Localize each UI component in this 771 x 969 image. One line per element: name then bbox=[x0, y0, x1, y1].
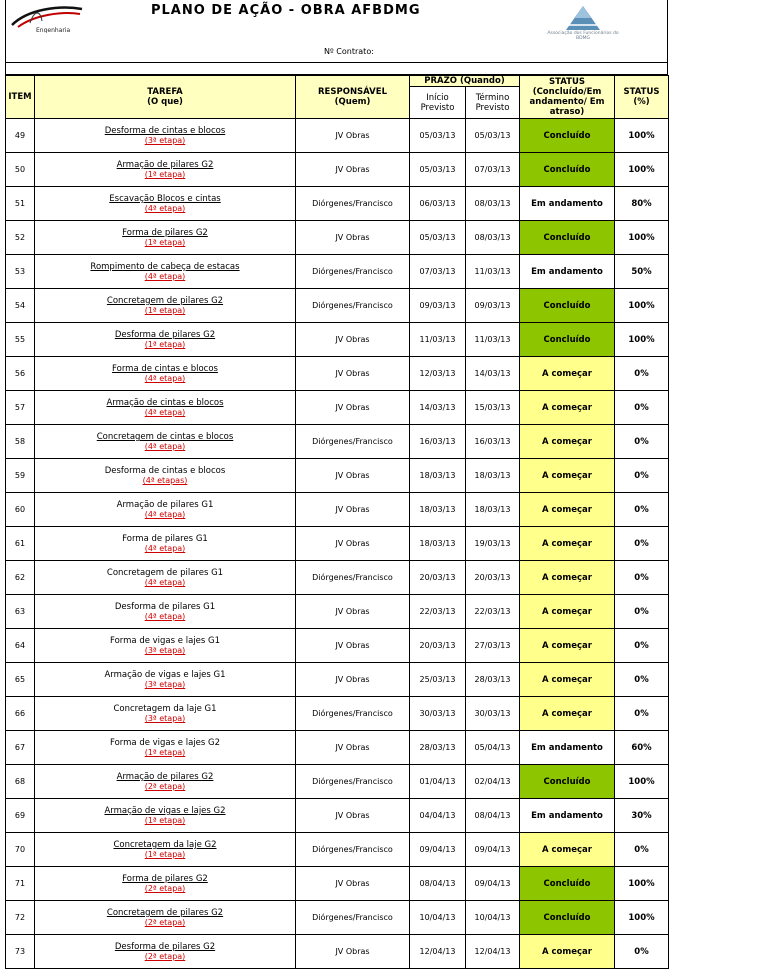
task-stage: (3ª etapa) bbox=[144, 646, 186, 655]
end-date: 05/03/13 bbox=[466, 119, 520, 153]
table-row bbox=[6, 323, 669, 357]
item-number: 54 bbox=[6, 289, 35, 323]
status-badge: Em andamento bbox=[520, 799, 615, 833]
responsible: Diórgenes/Francisco bbox=[296, 697, 410, 731]
responsible: Diórgenes/Francisco bbox=[296, 901, 410, 935]
responsible: JV Obras bbox=[296, 527, 410, 561]
table-row bbox=[6, 493, 669, 527]
status-badge: Em andamento bbox=[520, 255, 615, 289]
table-row bbox=[6, 663, 669, 697]
company-logo-icon bbox=[10, 3, 84, 33]
end-date: 20/03/13 bbox=[466, 561, 520, 595]
start-date: 12/04/13 bbox=[410, 935, 466, 969]
task-stage: (4ª etapa) bbox=[144, 374, 186, 383]
item-number: 65 bbox=[6, 663, 35, 697]
end-date: 28/03/13 bbox=[466, 663, 520, 697]
task-name: Armação de vigas e lajes G2 bbox=[104, 806, 226, 816]
task-cell bbox=[35, 391, 296, 425]
status-percent: 100% bbox=[615, 221, 669, 255]
status-badge: A começar bbox=[520, 357, 615, 391]
start-date: 20/03/13 bbox=[410, 629, 466, 663]
status-badge: A começar bbox=[520, 425, 615, 459]
responsible: Diórgenes/Francisco bbox=[296, 561, 410, 595]
status-badge: A começar bbox=[520, 459, 615, 493]
status-percent: 0% bbox=[615, 833, 669, 867]
item-number: 71 bbox=[6, 867, 35, 901]
task-cell bbox=[35, 765, 296, 799]
task-name: Forma de cintas e blocos bbox=[112, 364, 218, 374]
action-plan-sheet bbox=[5, 0, 668, 969]
header-spacer bbox=[5, 63, 668, 75]
task-cell bbox=[35, 289, 296, 323]
item-number: 57 bbox=[6, 391, 35, 425]
col-end: Término Previsto bbox=[466, 87, 520, 119]
responsible: JV Obras bbox=[296, 357, 410, 391]
status-badge: A começar bbox=[520, 697, 615, 731]
task-cell bbox=[35, 119, 296, 153]
item-number: 67 bbox=[6, 731, 35, 765]
table-row bbox=[6, 799, 669, 833]
table-row bbox=[6, 867, 669, 901]
task-cell bbox=[35, 493, 296, 527]
responsible: Diórgenes/Francisco bbox=[296, 765, 410, 799]
responsible: JV Obras bbox=[296, 119, 410, 153]
table-row bbox=[6, 901, 669, 935]
task-cell bbox=[35, 323, 296, 357]
sheet-header bbox=[5, 0, 668, 63]
task-stage: (1ª etapa) bbox=[144, 748, 186, 757]
end-date: 08/03/13 bbox=[466, 187, 520, 221]
status-badge: A começar bbox=[520, 935, 615, 969]
task-stage: (4ª etapas) bbox=[142, 476, 188, 485]
task-name: Forma de vigas e lajes G2 bbox=[110, 738, 220, 748]
page-title: PLANO DE AÇÃO - OBRA AFBDMG bbox=[151, 3, 421, 18]
table-row bbox=[6, 731, 669, 765]
end-date: 11/03/13 bbox=[466, 323, 520, 357]
task-cell bbox=[35, 901, 296, 935]
end-date: 08/04/13 bbox=[466, 799, 520, 833]
task-name: Desforma de pilares G2 bbox=[114, 942, 216, 952]
task-cell bbox=[35, 255, 296, 289]
status-percent: 100% bbox=[615, 901, 669, 935]
task-stage: (2ª etapa) bbox=[144, 884, 186, 893]
status-badge: A começar bbox=[520, 629, 615, 663]
association-logo-icon bbox=[565, 5, 601, 31]
task-stage: (3ª etapa) bbox=[144, 136, 186, 145]
table-row bbox=[6, 289, 669, 323]
status-percent: 0% bbox=[615, 663, 669, 697]
status-percent: 100% bbox=[615, 867, 669, 901]
status-percent: 0% bbox=[615, 459, 669, 493]
start-date: 12/03/13 bbox=[410, 357, 466, 391]
action-plan-table bbox=[5, 75, 669, 969]
status-percent: 100% bbox=[615, 289, 669, 323]
status-badge: A começar bbox=[520, 833, 615, 867]
status-badge: Concluído bbox=[520, 867, 615, 901]
col-status: STATUS (Concluído/Em andamento/ Em atraso) bbox=[520, 76, 615, 119]
start-date: 05/03/13 bbox=[410, 221, 466, 255]
table-row bbox=[6, 833, 669, 867]
task-cell bbox=[35, 153, 296, 187]
start-date: 09/04/13 bbox=[410, 833, 466, 867]
contract-label: Nº Contrato: bbox=[324, 47, 374, 56]
responsible: JV Obras bbox=[296, 391, 410, 425]
task-stage: (4ª etapa) bbox=[144, 204, 186, 213]
start-date: 08/04/13 bbox=[410, 867, 466, 901]
responsible: Diórgenes/Francisco bbox=[296, 255, 410, 289]
task-stage: (4ª etapa) bbox=[144, 612, 186, 621]
start-date: 04/04/13 bbox=[410, 799, 466, 833]
status-badge: Concluído bbox=[520, 901, 615, 935]
task-name: Concretagem de pilares G1 bbox=[106, 568, 224, 578]
end-date: 09/04/13 bbox=[466, 867, 520, 901]
status-badge: A começar bbox=[520, 391, 615, 425]
table-row bbox=[6, 391, 669, 425]
status-percent: 100% bbox=[615, 153, 669, 187]
status-badge: Concluído bbox=[520, 119, 615, 153]
status-percent: 0% bbox=[615, 697, 669, 731]
item-number: 62 bbox=[6, 561, 35, 595]
item-number: 70 bbox=[6, 833, 35, 867]
task-cell bbox=[35, 867, 296, 901]
task-cell bbox=[35, 833, 296, 867]
company-logo-text: Engenharia bbox=[36, 27, 71, 33]
task-name: Concretagem de pilares G2 bbox=[106, 908, 224, 918]
task-stage: (1ª etapa) bbox=[144, 340, 186, 349]
start-date: 18/03/13 bbox=[410, 459, 466, 493]
task-cell bbox=[35, 595, 296, 629]
status-badge: A começar bbox=[520, 493, 615, 527]
start-date: 07/03/13 bbox=[410, 255, 466, 289]
status-badge: Concluído bbox=[520, 289, 615, 323]
col-status-pct: STATUS (%) bbox=[615, 76, 669, 119]
item-number: 59 bbox=[6, 459, 35, 493]
item-number: 66 bbox=[6, 697, 35, 731]
task-name: Desforma de cintas e blocos bbox=[104, 126, 226, 136]
item-number: 61 bbox=[6, 527, 35, 561]
start-date: 20/03/13 bbox=[410, 561, 466, 595]
status-badge: A começar bbox=[520, 663, 615, 697]
responsible: JV Obras bbox=[296, 935, 410, 969]
start-date: 30/03/13 bbox=[410, 697, 466, 731]
status-badge: Em andamento bbox=[520, 187, 615, 221]
task-name: Concretagem da laje G2 bbox=[113, 840, 217, 850]
start-date: 06/03/13 bbox=[410, 187, 466, 221]
association-logo bbox=[541, 5, 625, 47]
responsible: JV Obras bbox=[296, 629, 410, 663]
item-number: 52 bbox=[6, 221, 35, 255]
item-number: 51 bbox=[6, 187, 35, 221]
task-name: Desforma de cintas e blocos bbox=[104, 466, 226, 476]
status-percent: 60% bbox=[615, 731, 669, 765]
end-date: 09/04/13 bbox=[466, 833, 520, 867]
company-logo bbox=[10, 3, 84, 33]
responsible: JV Obras bbox=[296, 595, 410, 629]
table-row bbox=[6, 697, 669, 731]
item-number: 64 bbox=[6, 629, 35, 663]
task-stage: (1ª etapa) bbox=[144, 816, 186, 825]
table-row bbox=[6, 425, 669, 459]
task-cell bbox=[35, 663, 296, 697]
task-stage: (4ª etapa) bbox=[144, 408, 186, 417]
start-date: 25/03/13 bbox=[410, 663, 466, 697]
item-number: 58 bbox=[6, 425, 35, 459]
task-stage: (4ª etapa) bbox=[144, 578, 186, 587]
status-percent: 0% bbox=[615, 629, 669, 663]
status-percent: 0% bbox=[615, 493, 669, 527]
end-date: 09/03/13 bbox=[466, 289, 520, 323]
status-percent: 0% bbox=[615, 935, 669, 969]
task-cell bbox=[35, 935, 296, 969]
responsible: JV Obras bbox=[296, 459, 410, 493]
status-percent: 0% bbox=[615, 595, 669, 629]
table-row bbox=[6, 459, 669, 493]
end-date: 16/03/13 bbox=[466, 425, 520, 459]
task-name: Concretagem de cintas e blocos bbox=[96, 432, 234, 442]
responsible: Diórgenes/Francisco bbox=[296, 833, 410, 867]
item-number: 72 bbox=[6, 901, 35, 935]
task-name: Forma de pilares G2 bbox=[122, 228, 208, 238]
task-cell bbox=[35, 697, 296, 731]
task-name: Rompimento de cabeça de estacas bbox=[90, 262, 240, 272]
start-date: 28/03/13 bbox=[410, 731, 466, 765]
start-date: 09/03/13 bbox=[410, 289, 466, 323]
task-name: Desforma de pilares G2 bbox=[114, 330, 216, 340]
responsible: JV Obras bbox=[296, 153, 410, 187]
table-row bbox=[6, 765, 669, 799]
table-row bbox=[6, 527, 669, 561]
table-row bbox=[6, 561, 669, 595]
col-responsible: RESPONSÁVEL (Quem) bbox=[296, 76, 410, 119]
table-row bbox=[6, 255, 669, 289]
task-name: Armação de cintas e blocos bbox=[106, 398, 224, 408]
status-badge: A começar bbox=[520, 595, 615, 629]
status-percent: 0% bbox=[615, 391, 669, 425]
task-cell bbox=[35, 799, 296, 833]
task-stage: (2ª etapa) bbox=[144, 952, 186, 961]
status-badge: A começar bbox=[520, 561, 615, 595]
responsible: JV Obras bbox=[296, 799, 410, 833]
task-cell bbox=[35, 425, 296, 459]
item-number: 50 bbox=[6, 153, 35, 187]
task-name: Concretagem de pilares G2 bbox=[106, 296, 224, 306]
task-stage: (3ª etapa) bbox=[144, 680, 186, 689]
task-name: Forma de pilares G2 bbox=[122, 874, 208, 884]
start-date: 05/03/13 bbox=[410, 153, 466, 187]
start-date: 05/03/13 bbox=[410, 119, 466, 153]
task-stage: (1ª etapa) bbox=[144, 306, 186, 315]
task-cell bbox=[35, 221, 296, 255]
responsible: JV Obras bbox=[296, 493, 410, 527]
status-percent: 100% bbox=[615, 119, 669, 153]
end-date: 08/03/13 bbox=[466, 221, 520, 255]
responsible: Diórgenes/Francisco bbox=[296, 289, 410, 323]
col-task: TAREFA (O que) bbox=[35, 76, 296, 119]
status-percent: 100% bbox=[615, 765, 669, 799]
task-stage: (3ª etapa) bbox=[144, 714, 186, 723]
table-row bbox=[6, 935, 669, 969]
status-percent: 0% bbox=[615, 425, 669, 459]
task-stage: (4ª etapa) bbox=[144, 544, 186, 553]
item-number: 55 bbox=[6, 323, 35, 357]
responsible: JV Obras bbox=[296, 663, 410, 697]
end-date: 14/03/13 bbox=[466, 357, 520, 391]
item-number: 68 bbox=[6, 765, 35, 799]
end-date: 30/03/13 bbox=[466, 697, 520, 731]
responsible: JV Obras bbox=[296, 867, 410, 901]
responsible: Diórgenes/Francisco bbox=[296, 187, 410, 221]
table-row bbox=[6, 357, 669, 391]
status-percent: 30% bbox=[615, 799, 669, 833]
start-date: 16/03/13 bbox=[410, 425, 466, 459]
start-date: 01/04/13 bbox=[410, 765, 466, 799]
task-stage: (1ª etapa) bbox=[144, 238, 186, 247]
start-date: 14/03/13 bbox=[410, 391, 466, 425]
end-date: 19/03/13 bbox=[466, 527, 520, 561]
col-item: ITEM bbox=[6, 76, 35, 119]
status-badge: Em andamento bbox=[520, 731, 615, 765]
task-name: Escavação Blocos e cintas bbox=[109, 194, 221, 204]
task-name: Forma de pilares G1 bbox=[122, 534, 208, 544]
end-date: 27/03/13 bbox=[466, 629, 520, 663]
task-cell bbox=[35, 731, 296, 765]
responsible: JV Obras bbox=[296, 221, 410, 255]
start-date: 10/04/13 bbox=[410, 901, 466, 935]
table-row bbox=[6, 187, 669, 221]
task-name: Concretagem da laje G1 bbox=[113, 704, 217, 714]
end-date: 02/04/13 bbox=[466, 765, 520, 799]
task-cell bbox=[35, 187, 296, 221]
col-start: Início Previsto bbox=[410, 87, 466, 119]
status-percent: 0% bbox=[615, 527, 669, 561]
task-cell bbox=[35, 561, 296, 595]
task-stage: (2ª etapa) bbox=[144, 918, 186, 927]
table-row bbox=[6, 629, 669, 663]
status-percent: 0% bbox=[615, 357, 669, 391]
table-row bbox=[6, 595, 669, 629]
task-name: Armação de pilares G1 bbox=[116, 500, 214, 510]
end-date: 10/04/13 bbox=[466, 901, 520, 935]
item-number: 63 bbox=[6, 595, 35, 629]
status-percent: 100% bbox=[615, 323, 669, 357]
end-date: 18/03/13 bbox=[466, 493, 520, 527]
end-date: 12/04/13 bbox=[466, 935, 520, 969]
status-badge: Concluído bbox=[520, 765, 615, 799]
task-cell bbox=[35, 527, 296, 561]
task-cell bbox=[35, 459, 296, 493]
status-percent: 0% bbox=[615, 561, 669, 595]
end-date: 05/04/13 bbox=[466, 731, 520, 765]
task-name: Armação de vigas e lajes G1 bbox=[104, 670, 226, 680]
start-date: 18/03/13 bbox=[410, 493, 466, 527]
responsible: JV Obras bbox=[296, 731, 410, 765]
task-cell bbox=[35, 629, 296, 663]
task-name: Armação de pilares G2 bbox=[116, 772, 214, 782]
association-logo-text: Associação dos Funcionários do BDMG bbox=[547, 31, 619, 41]
task-stage: (2ª etapa) bbox=[144, 782, 186, 791]
responsible: JV Obras bbox=[296, 323, 410, 357]
responsible: Diórgenes/Francisco bbox=[296, 425, 410, 459]
col-deadline: PRAZO (Quando) bbox=[410, 76, 520, 87]
task-stage: (1ª etapa) bbox=[144, 850, 186, 859]
status-badge: A começar bbox=[520, 527, 615, 561]
item-number: 53 bbox=[6, 255, 35, 289]
start-date: 18/03/13 bbox=[410, 527, 466, 561]
start-date: 22/03/13 bbox=[410, 595, 466, 629]
start-date: 11/03/13 bbox=[410, 323, 466, 357]
item-number: 56 bbox=[6, 357, 35, 391]
task-stage: (4ª etapa) bbox=[144, 272, 186, 281]
task-cell bbox=[35, 357, 296, 391]
table-row bbox=[6, 221, 669, 255]
item-number: 73 bbox=[6, 935, 35, 969]
table-row bbox=[6, 153, 669, 187]
end-date: 22/03/13 bbox=[466, 595, 520, 629]
end-date: 18/03/13 bbox=[466, 459, 520, 493]
task-stage: (4ª etapa) bbox=[144, 510, 186, 519]
task-name: Desforma de pilares G1 bbox=[114, 602, 216, 612]
status-badge: Concluído bbox=[520, 323, 615, 357]
end-date: 07/03/13 bbox=[466, 153, 520, 187]
end-date: 15/03/13 bbox=[466, 391, 520, 425]
status-badge: Concluído bbox=[520, 153, 615, 187]
status-percent: 50% bbox=[615, 255, 669, 289]
task-name: Armação de pilares G2 bbox=[116, 160, 214, 170]
status-badge: Concluído bbox=[520, 221, 615, 255]
status-percent: 80% bbox=[615, 187, 669, 221]
item-number: 69 bbox=[6, 799, 35, 833]
item-number: 60 bbox=[6, 493, 35, 527]
task-stage: (4ª etapa) bbox=[144, 442, 186, 451]
task-stage: (1ª etapa) bbox=[144, 170, 186, 179]
task-name: Forma de vigas e lajes G1 bbox=[110, 636, 220, 646]
table-row bbox=[6, 119, 669, 153]
end-date: 11/03/13 bbox=[466, 255, 520, 289]
item-number: 49 bbox=[6, 119, 35, 153]
